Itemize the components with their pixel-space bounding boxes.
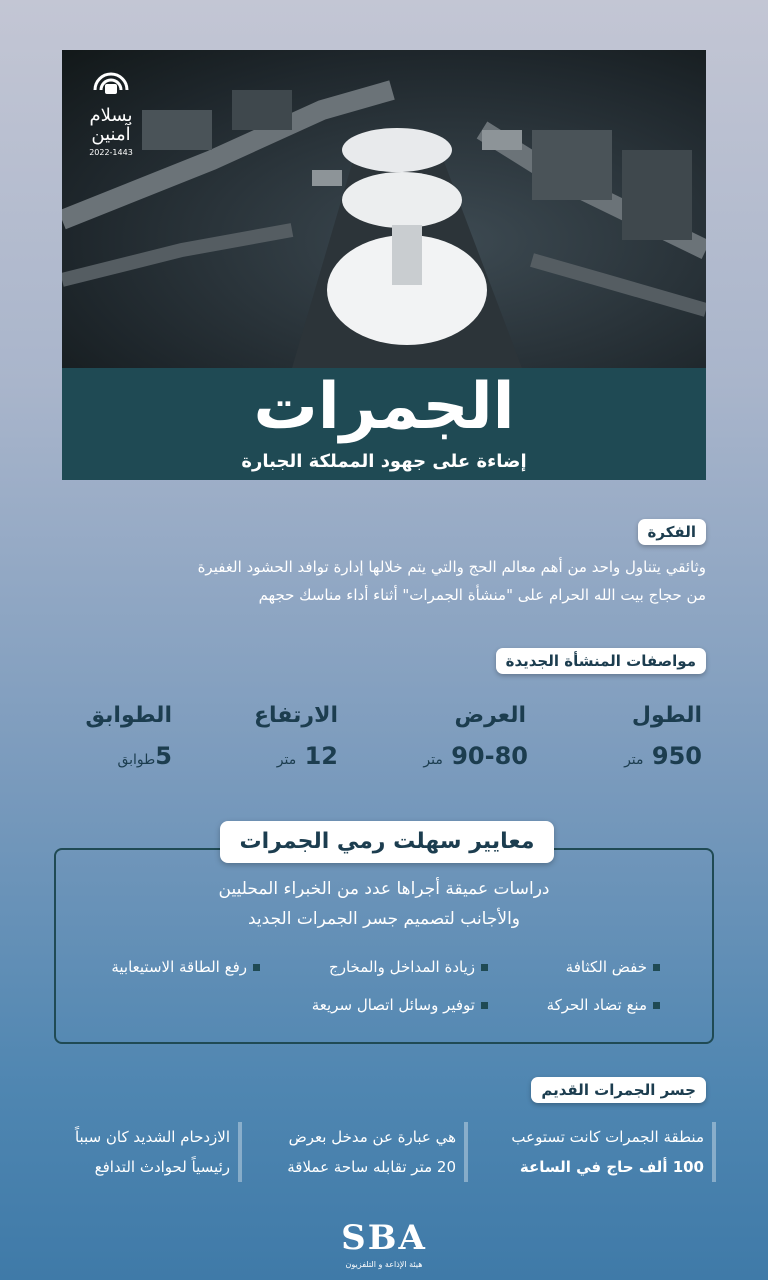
- spec-width-number: 90-80: [451, 742, 528, 770]
- criteria-bullet: [566, 958, 660, 976]
- bullet-square-icon: [653, 1002, 660, 1009]
- idea-text: [56, 553, 706, 609]
- idea-text-line-1: وثائقي يتناول واحد من أهم معالم الحج والتي يتم خلالها إدارة توافد الحشود الغفيرة: [197, 558, 706, 576]
- old-bridge-item: [511, 1122, 716, 1182]
- page-title: الجمرات: [253, 370, 515, 444]
- old-bridge-heading: جسر الجمرات القديم: [531, 1077, 706, 1103]
- bisalam-aminin-logo: [76, 58, 146, 170]
- old-bridge-item-line-1: منطقة الجمرات كانت تستوعب: [511, 1128, 704, 1146]
- spec-length-value: [624, 742, 702, 770]
- bullet-square-icon: [653, 964, 660, 971]
- spec-height-unit: متر: [276, 752, 297, 768]
- old-bridge-item-line-1: هي عبارة عن مدخل بعرض: [288, 1128, 456, 1146]
- spec-height-label: الارتفاع: [254, 703, 338, 728]
- logo-year: 2022-1443: [89, 148, 133, 157]
- bullet-square-icon: [253, 964, 260, 971]
- sba-logo: [0, 1218, 768, 1269]
- spec-height-value: [277, 742, 338, 770]
- criteria-bullet-text: زيادة المداخل والمخارج: [329, 958, 475, 976]
- idea-text-line-2: من حجاج بيت الله الحرام على "منشأة الجمرات" أثناء أداء مناسك حجهم: [258, 586, 706, 604]
- old-bridge-item: [75, 1122, 242, 1182]
- criteria-bullet-text: منع تضاد الحركة: [546, 996, 647, 1014]
- logo-line-1: بسلام: [89, 105, 133, 126]
- jamarat-aerial-photo: [62, 50, 706, 368]
- spec-width-value: [423, 742, 528, 770]
- idea-heading: الفكرة: [638, 519, 706, 545]
- spec-width-unit: متر: [423, 752, 443, 768]
- old-bridge-item-line-1: الازدحام الشديد كان سبباً: [74, 1128, 230, 1146]
- spec-width-label: العرض: [454, 703, 526, 728]
- old-bridge-item-line-2: 100 ألف حاج في الساعة: [519, 1158, 704, 1176]
- criteria-bullet: [312, 996, 488, 1014]
- spec-floors-number: 5: [155, 742, 172, 770]
- spec-length-unit: متر: [624, 752, 644, 768]
- specs-heading: مواصفات المنشأة الجديدة: [496, 648, 706, 674]
- sba-org-name: هيئة الإذاعة و التلفزيون: [345, 1260, 423, 1269]
- old-bridge-item: [287, 1122, 468, 1182]
- spec-length-number: 950: [651, 742, 702, 770]
- spec-floors-label: الطوابق: [85, 703, 172, 728]
- jamarat-photo-illustration: [62, 50, 706, 368]
- criteria-bullet-text: خفض الكثافة: [565, 958, 647, 976]
- hero-banner: [62, 50, 706, 480]
- criteria-bullet: [329, 958, 488, 976]
- sba-logo-text: SBA: [341, 1218, 427, 1258]
- criteria-intro: [54, 874, 714, 934]
- spec-floors-unit: طوابق: [117, 752, 156, 768]
- criteria-intro-line-1: دراسات عميقة أجراها عدد من الخبراء المحليين: [218, 879, 550, 899]
- spec-length-label: الطول: [631, 703, 702, 728]
- criteria-heading: معايير سهلت رمي الجمرات: [220, 821, 554, 863]
- criteria-bullet: [111, 958, 260, 976]
- spec-floors-value: [117, 742, 172, 770]
- logo-line-2: آمنين: [91, 124, 131, 145]
- page-subtitle: إضاءة على جهود المملكة الجبارة: [241, 451, 527, 472]
- criteria-intro-line-2: والأجانب لتصميم جسر الجمرات الجديد: [248, 909, 520, 929]
- criteria-bullet-text: توفير وسائل اتصال سريعة: [311, 996, 475, 1014]
- spec-height-number: 12: [304, 742, 338, 770]
- logo-emblem-icon: [91, 62, 131, 102]
- old-bridge-item-line-2: رئيسياً لحوادث التدافع: [94, 1158, 230, 1176]
- criteria-bullet-text: رفع الطاقة الاستيعابية: [111, 958, 247, 976]
- old-bridge-item-line-2: 20 متر تقابله ساحة عملاقة: [287, 1158, 456, 1176]
- bullet-square-icon: [481, 964, 488, 971]
- criteria-bullet: [547, 996, 660, 1014]
- bullet-square-icon: [481, 1002, 488, 1009]
